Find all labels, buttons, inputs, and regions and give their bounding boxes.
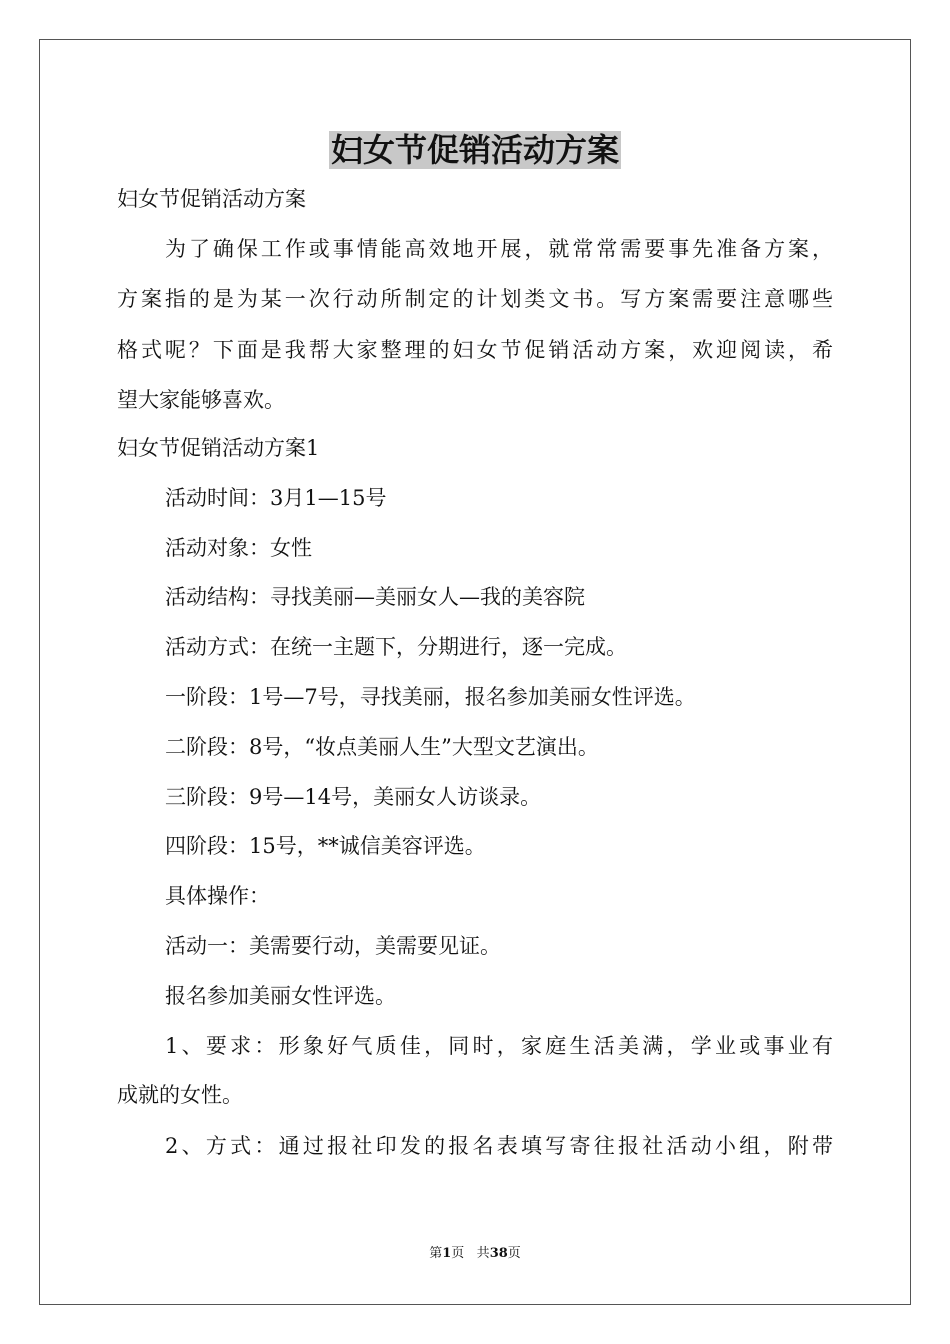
document-title bbox=[0, 128, 950, 172]
page-frame bbox=[39, 39, 911, 1305]
page-footer bbox=[0, 1244, 950, 1264]
footer-total-pages: 38 bbox=[489, 1246, 508, 1261]
paragraph-line: 活动一：美需要行动，美需要见证。 bbox=[165, 934, 501, 958]
paragraph-line: 活动方式：在统一主题下，分期进行，逐一完成。 bbox=[165, 635, 627, 659]
paragraph-line: 活动结构：寻找美丽—美丽女人—我的美容院 bbox=[165, 585, 585, 609]
paragraph-line: 为了确保工作或事情能高效地开展，就常常需要事先准备方案， bbox=[165, 237, 833, 261]
document-title-text: 妇女节促销活动方案 bbox=[330, 131, 619, 169]
paragraph-line: 报名参加美丽女性评选。 bbox=[165, 984, 396, 1008]
paragraph-line: 一阶段：1号—7号，寻找美丽，报名参加美丽女性评选。 bbox=[165, 685, 696, 709]
paragraph-line: 成就的女性。 bbox=[117, 1083, 243, 1107]
footer-page-suffix: 页 bbox=[451, 1246, 465, 1261]
paragraph-line: 格式呢？下面是我帮大家整理的妇女节促销活动方案，欢迎阅读，希 bbox=[117, 338, 833, 362]
paragraph-line: 活动对象：女性 bbox=[165, 536, 312, 560]
paragraph-line: 望大家能够喜欢。 bbox=[117, 388, 285, 412]
paragraph-line: 2、方式：通过报社印发的报名表填写寄往报社活动小组，附带 bbox=[165, 1134, 833, 1158]
subtitle-line: 妇女节促销活动方案 bbox=[117, 187, 306, 211]
footer-page-number: 1 bbox=[442, 1246, 452, 1261]
paragraph-line: 具体操作： bbox=[165, 884, 270, 908]
paragraph-line: 方案指的是为某一次行动所制定的计划类文书。写方案需要注意哪些 bbox=[117, 287, 833, 311]
footer-total-suffix: 页 bbox=[507, 1246, 521, 1261]
paragraph-line: 二阶段：8号，“妆点美丽人生”大型文艺演出。 bbox=[165, 735, 599, 759]
paragraph-line: 1、要求：形象好气质佳，同时，家庭生活美满，学业或事业有 bbox=[165, 1034, 833, 1058]
paragraph-line: 活动时间：3月1—15号 bbox=[165, 486, 387, 510]
section-heading: 妇女节促销活动方案1 bbox=[117, 436, 320, 460]
paragraph-line: 四阶段：15号，**诚信美容评选。 bbox=[165, 834, 486, 858]
footer-page-prefix: 第 bbox=[429, 1246, 443, 1261]
paragraph-line: 三阶段：9号—14号，美丽女人访谈录。 bbox=[165, 785, 542, 809]
footer-total-prefix: 共 bbox=[476, 1246, 490, 1261]
